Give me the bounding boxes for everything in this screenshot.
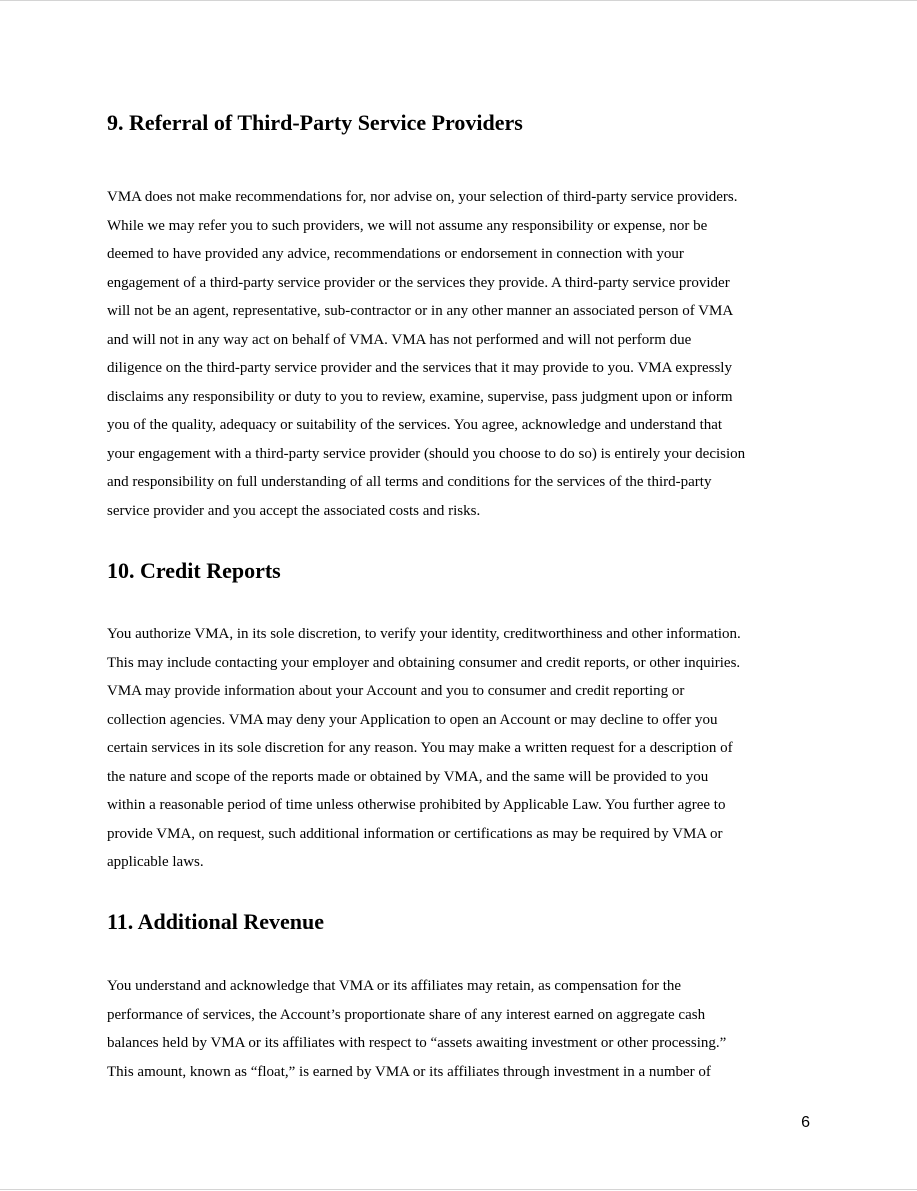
section-10-line: provide VMA, on request, such additional information or certifications as may be required by VMA or	[107, 825, 723, 842]
section-9-heading: 9. Referral of Third-Party Service Providers	[107, 110, 523, 135]
section-11-line: balances held by VMA or its affiliates with respect to “assets awaiting investment or other processing.”	[107, 1035, 727, 1051]
section-10-line: the nature and scope of the reports made or obtained by VMA, and the same will be provided to you	[107, 768, 709, 785]
section-9-body	[107, 183, 745, 525]
section-9-line: service provider and you accept the associated costs and risks.	[107, 502, 481, 519]
section-11-body	[107, 972, 726, 1086]
section-11-heading: 11. Additional Revenue	[107, 909, 324, 934]
section-10-line: certain services in its sole discretion for any reason. You may make a written request for a description of	[107, 740, 733, 756]
page-top-edge	[0, 0, 917, 1]
section-9-line: While we may refer you to such providers, we will not assume any responsibility or expense, nor be	[107, 217, 708, 234]
section-9-line: disclaims any responsibility or duty to you to review, examine, supervise, pass judgment upon or inform	[107, 388, 733, 405]
section-11-line: performance of services, the Account’s proportionate share of any interest earned on aggregate cash	[107, 1006, 706, 1023]
section-10-line: VMA may provide information about your Account and you to consumer and credit reporting or	[107, 683, 685, 699]
section-9-line: you of the quality, adequacy or suitability of the services. You agree, acknowledge and understand that	[107, 417, 723, 433]
section-9-line: diligence on the third-party service provider and the services that it may provide to you. VMA expressly	[107, 360, 732, 376]
section-10-line: This may include contacting your employer and obtaining consumer and credit reports, or other inquiries.	[107, 654, 741, 671]
section-10-line: You authorize VMA, in its sole discretion, to verify your identity, creditworthiness and other information.	[107, 626, 741, 642]
section-10-heading: 10. Credit Reports	[107, 558, 281, 583]
section-9-line: VMA does not make recommendations for, nor advise on, your selection of third-party service providers.	[107, 189, 738, 205]
section-10-line: collection agencies. VMA may deny your Application to open an Account or may decline to offer you	[107, 711, 718, 728]
section-11-line: This amount, known as “float,” is earned by VMA or its affiliates through investment in a number of	[107, 1063, 711, 1080]
section-9-line: engagement of a third-party service provider or the services they provide. A third-party service provider	[107, 274, 730, 291]
section-9-line: and will not in any way act on behalf of VMA. VMA has not performed and will not perform due	[107, 331, 692, 348]
section-9-line: your engagement with a third-party service provider (should you choose to do so) is entirely your decision	[107, 445, 746, 462]
section-9-line: deemed to have provided any advice, recommendations or endorsement in connection with your	[107, 246, 684, 262]
section-10-line: applicable laws.	[107, 854, 204, 870]
section-9-line: and responsibility on full understanding of all terms and conditions for the services of the third-party	[107, 474, 712, 490]
section-11-line: You understand and acknowledge that VMA or its affiliates may retain, as compensation for the	[107, 978, 682, 994]
section-10-body	[107, 620, 741, 877]
page-bottom-edge	[0, 1189, 917, 1190]
page-number: 6	[801, 1114, 810, 1131]
section-10-line: within a reasonable period of time unless otherwise prohibited by Applicable Law. You further agree to	[107, 797, 726, 813]
section-9-line: will not be an agent, representative, sub-contractor or in any other manner an associated person of VMA	[107, 303, 734, 319]
